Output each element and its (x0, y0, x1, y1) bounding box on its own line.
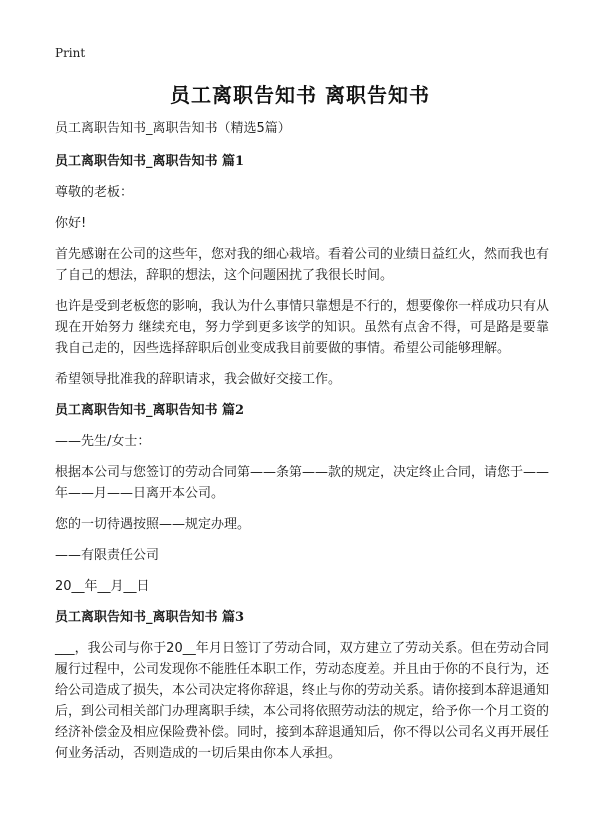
greeting: 你好! (55, 216, 87, 231)
section-heading: 员工离职告知书_离职告知书 篇2 (55, 403, 245, 418)
date-line: 20__年__月__日 (55, 579, 150, 594)
intro-line: 员工离职告知书_离职告知书（精选5篇） (55, 121, 291, 136)
paragraph: 也许是受到老板您的影响，我认为什么事情只靠想是不行的，想要像你一样成功只有从现在开始努力 继续充电，努力学到更多该学的知识。虽然有点舍不得，可是路是要靠我自己走的，因些选择辞职后创业变成我目前要做的事情。希望公司能够理解。 (55, 299, 550, 356)
paragraph: 首先感谢在公司的这些年，您对我的细心栽培。看着公司的业绩日益红火，然而我也有了自己的想法，辞职的想法，这个问题困扰了我很长时间。 (55, 247, 550, 283)
company-signature: ——有限责任公司 (55, 548, 160, 563)
section-heading: 员工离职告知书_离职告知书 篇1 (55, 154, 245, 169)
paragraph: 希望领导批准我的辞职请求，我会做好交接工作。 (55, 372, 342, 387)
salutation: ——先生/女士： (55, 434, 151, 449)
paragraph: 您的一切待遇按照——规定办理。 (55, 517, 251, 532)
salutation: 尊敬的老板： (55, 185, 134, 200)
section-1 (55, 151, 549, 390)
paragraph: 根据本公司与您签订的劳动合同第——条第——款的规定，决定终止合同，请您于——年——月——日离开本公司。 (55, 465, 550, 501)
section-3 (55, 607, 549, 764)
paragraph: ___，我公司与你于20__年月日签订了劳动合同，双方建立了劳动关系。但在劳动合同履行过程中，公司发现你不能胜任本职工作，劳动态度差。并且由于你的不良行为，还给公司造成了损失，本公司决定将你辞退，终止与你的劳动关系。请你接到本辞退通知后，到公司相关部门办理离职手续，本公司将依照劳动法的规定，给予你一个月工资的经济补偿金及相应保险费补偿。同时，接到本辞退通知后，你不得以公司名义再开展任何业务活动，否则造成的一切后果由你本人承担。 (55, 641, 550, 761)
print-label: Print (55, 46, 86, 60)
section-2 (55, 400, 549, 597)
document-body (55, 118, 549, 774)
page-title: 员工离职告知书 离职告知书 (170, 83, 430, 107)
section-heading: 员工离职告知书_离职告知书 篇3 (55, 610, 245, 625)
